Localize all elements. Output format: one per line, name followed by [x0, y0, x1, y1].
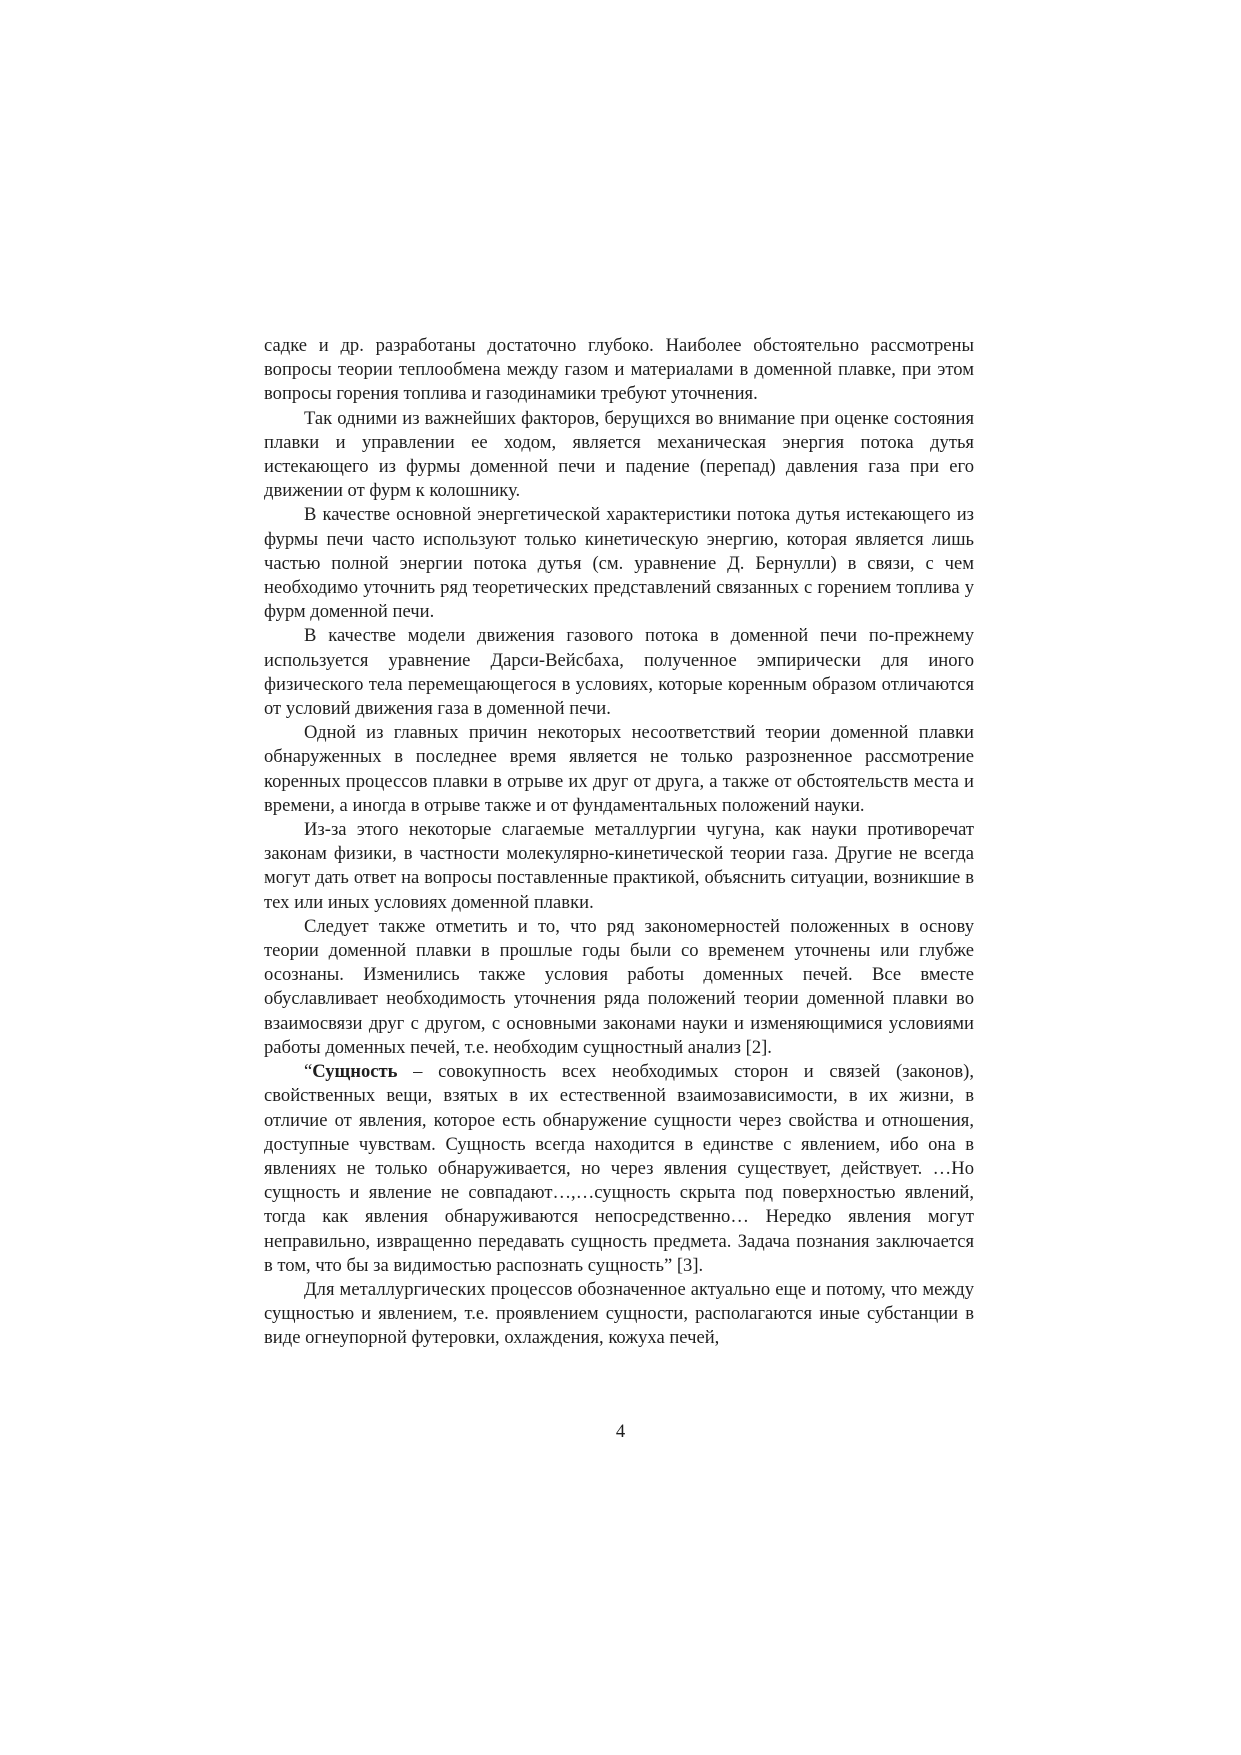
defined-term: Сущность	[312, 1061, 398, 1083]
body-text	[264, 334, 974, 1351]
quote-body: – совокупность всех необходимых сторон и связей (законов), свойственных вещи, взятых в их естественной взаимозависимости, в их жизни, в отличие от явления, которое есть обнаружение сущности через свойства и отношения, доступные чувствам. Сущность всегда находится в единстве с явлением, ибо она в явлениях не только обнаруживается, но через явления существует, действует. …Но сущность и явление не совпадают…,…сущность скрыта под поверхностью явлений, тогда как явления обнаруживаются непосредственно… Нередко явления могут неправильно, извращенно передавать сущность предмета. Задача познания заключается в том, что бы за видимостью распознать сущность” [3].	[264, 1061, 974, 1276]
paragraph-3: В качестве основной энергетической характеристики потока дутья истекающего из фурмы печи часто используют только кинетическую энергию, которая является лишь частью полной энергии потока дутья (см. уравнение Д. Бернулли) в связи, с чем необходимо уточнить ряд теоретических представлений связанных с горением топлива у фурм доменной печи.	[264, 504, 974, 623]
paragraph-6: Из-за этого некоторые слагаемые металлургии чугуна, как науки противоречат законам физики, в частности молекулярно-кинетической теории газа. Другие не всегда могут дать ответ на вопросы поставленные практикой, объяснить ситуации, возникшие в тех или иных условиях доменной плавки.	[264, 819, 974, 913]
page-number: 4	[615, 1421, 626, 1442]
paragraph-5: Одной из главных причин некоторых несоответствий теории доменной плавки обнаруженных в последнее время является не только разрозненное рассмотрение коренных процессов плавки в отрыве их друг от друга, а также от обстоятельств места и времени, а иногда в отрыве также и от фундаментальных положений науки.	[264, 722, 974, 816]
quote-open-mark: “	[304, 1061, 313, 1083]
final-paragraph: Для металлургических процессов обозначенное актуально еще и потому, что между сущностью и явлением, т.е. проявлением сущности, располагаются иные субстанции в виде огнеупорной футеровки, охлаждения, кожуха печей,	[264, 1278, 974, 1349]
paragraph-2: Так одними из важнейших факторов, берущихся во внимание при оценке состояния плавки и управлении ее ходом, является механическая энергия потока дутья истекающего из фурмы доменной печи и падение (перепад) давления газа при его движении от фурм к колошнику.	[264, 407, 974, 502]
paragraph-1: садке и др. разработаны достаточно глубоко. Наиболее обстоятельно рассмотрены вопросы теории теплообмена между газом и материалами в доменной плавке, при этом вопросы горения топлива и газодинамики требуют уточнения.	[264, 335, 974, 405]
paragraph-4: В качестве модели движения газового потока в доменной печи по-прежнему используется уравнение Дарси-Вейсбаха, полученное эмпирически для иного физического тела перемещающегося в условиях, которые коренным образом отличаются от условий движения газа в доменной печи.	[264, 625, 974, 720]
quote-paragraph	[264, 1060, 974, 1278]
paragraph-7: Следует также отметить и то, что ряд закономерностей положенных в основу теории доменной плавки в прошлые годы были со временем уточнены или глубже осознаны. Изменились также условия работы доменных печей. Все вместе обуславливает необходимость уточнения ряда положений теории доменной плавки во взаимосвязи друг с другом, с основными законами науки и изменяющимися условиями работы доменных печей, т.е. необходим сущностный анализ [2].	[264, 915, 974, 1058]
